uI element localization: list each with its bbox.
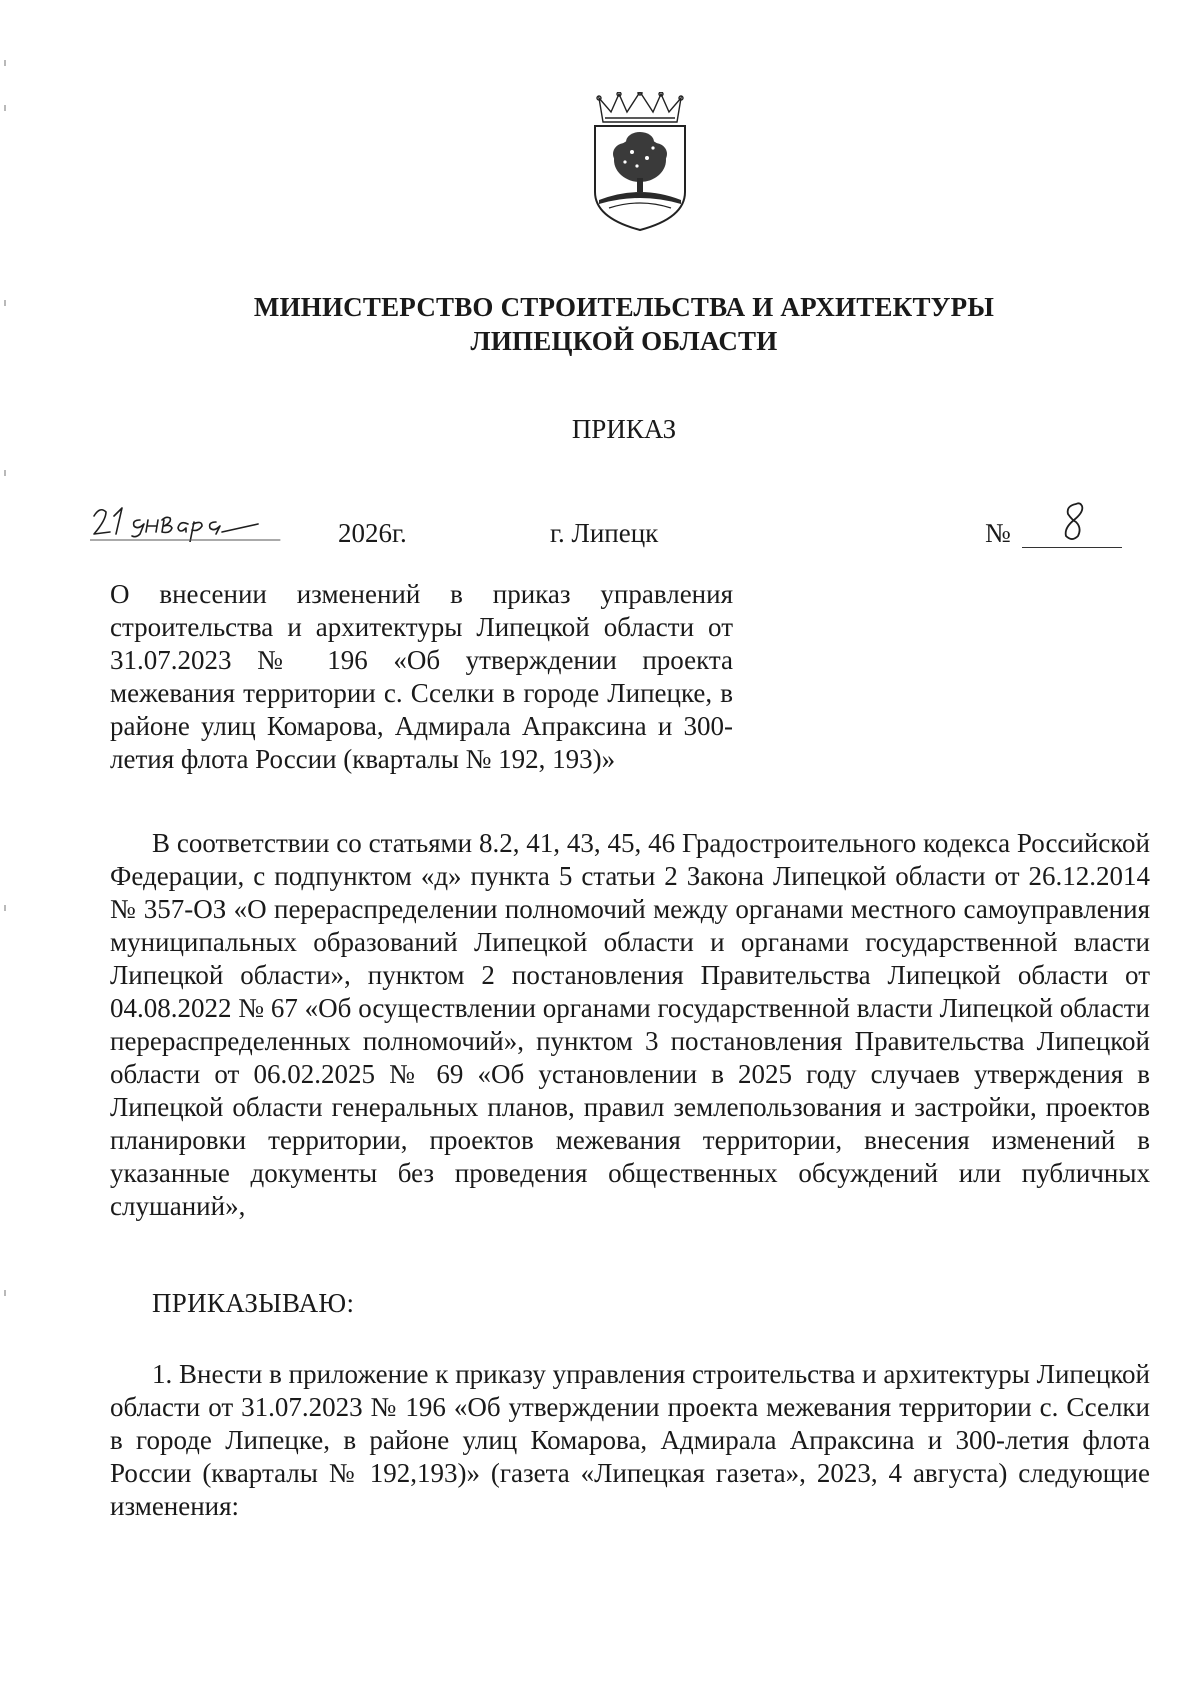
year-text: 2026г. xyxy=(338,518,407,548)
handwritten-number-8 xyxy=(1054,500,1094,544)
ministry-name xyxy=(0,290,1200,358)
scan-speck xyxy=(4,60,6,66)
basis-paragraph: В соответствии со статьями 8.2, 41, 43, 45, 46 Градостроительного кодекса Российской Федерации, с подпунктом «д» пункта 5 статьи 2 Закона Липецкой области от 26.12.2014 № 357-ОЗ «О перераспределении полномочий между органами местного самоуправления муниципальных образований Липецкой области и органами государственной власти Липецкой области», пунктом 2 постановления Правительства Липецкой области от 04.08.2022 № 67 «Об осуществлении органами государственной власти Липецкой области перераспределенных полномочий», пунктом 3 постановления Правительства Липецкой области от 06.02.2025 № 69 «Об установлении в 2025 году случаев утверждения в Липецкой области генеральных планов, правил землепользования и застройки, проектов планировки территории, проектов межевания территории, внесения изменений в указанные документы без проведения общественных обсуждений или публичных слушаний», xyxy=(110,828,1150,1221)
scan-speck xyxy=(4,905,6,911)
number-label: № xyxy=(985,518,1011,548)
scan-speck xyxy=(4,1290,6,1296)
document-type-title: ПРИКАЗ xyxy=(571,414,677,444)
order-directive-word: ПРИКАЗЫВАЮ: xyxy=(152,1288,355,1318)
ministry-name-line2: ЛИПЕЦКОЙ ОБЛАСТИ xyxy=(470,326,778,356)
order-subject: О внесении изменений в приказ управления строительства и архитектуры Липецкой области от 31.07.2023 № 196 «Об утверждении проекта межевания территории с. Сселки в городе Липецке, в районе улиц Комарова, Адмирала Апраксина и 300-летия флота России (кварталы № 192, 193)» xyxy=(110,579,733,774)
scan-speck xyxy=(4,105,6,111)
scan-speck xyxy=(4,470,6,476)
city-text: г. Липецк xyxy=(550,518,659,548)
order-item-1: 1. Внести в приложение к приказу управления строительства и архитектуры Липецкой области от 31.07.2023 № 196 «Об утверждении проекта межевания территории с. Сселки в городе Липецке, в районе улиц Комарова, Адмирала Апраксина и 300-летия флота России (кварталы № 192,193)» (газета «Липецкая газета», 2023, 4 августа) следующие изменения: xyxy=(110,1359,1150,1521)
ministry-name-line1: МИНИСТЕРСТВО СТРОИТЕЛЬСТВА И АРХИТЕКТУРЫ xyxy=(253,292,995,322)
number-underline xyxy=(1022,547,1122,548)
handwritten-date-signature xyxy=(90,502,290,542)
coat-of-arms-emblem xyxy=(585,92,695,232)
